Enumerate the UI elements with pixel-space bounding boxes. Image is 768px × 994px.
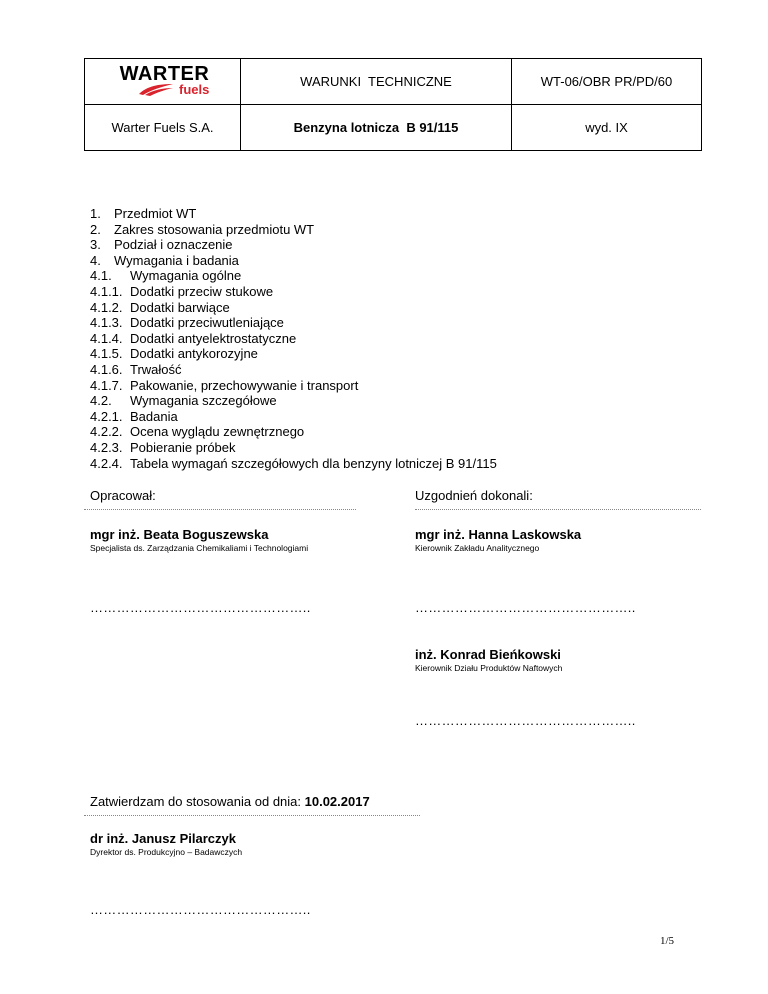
toc-item-label: Badania <box>130 408 178 424</box>
logo-cell <box>85 59 241 105</box>
agreer2-name: inż. Konrad Bieńkowski <box>415 647 561 662</box>
toc-item-number: 4. <box>90 252 101 268</box>
agreer2-role: Kierownik Działu Produktów Naftowych <box>415 663 563 673</box>
warter-fuels-logo <box>116 64 210 96</box>
toc-item-number: 4.1.7. <box>90 377 123 393</box>
toc-item <box>90 378 497 394</box>
toc-item <box>90 440 497 456</box>
header-table <box>84 58 702 151</box>
toc-item-label: Ocena wyglądu zewnętrznego <box>130 424 305 440</box>
doc-type-cell: WARUNKI TECHNICZNE <box>241 59 512 105</box>
toc-item <box>90 206 497 222</box>
agreer1-name: mgr inż. Hanna Laskowska <box>415 527 582 542</box>
toc-item-label: Pakowanie, przechowywanie i transport <box>130 377 359 393</box>
toc-item-label: Trwałość <box>130 361 182 377</box>
toc-item-number: 4.1.2. <box>90 299 123 315</box>
toc-item-number: 4.2.2. <box>90 424 123 440</box>
toc-item-number: 1. <box>90 206 101 221</box>
toc-item-number: 4.2. <box>90 393 112 409</box>
agreer1-role: Kierownik Zakładu Analitycznego <box>415 543 540 553</box>
toc-item-label: Zakres stosowania przedmiotu WT <box>114 221 315 237</box>
preparer-name: mgr inż. Beata Boguszewska <box>90 527 269 542</box>
agreer2-signature-line: ………………………………………….. <box>415 713 636 728</box>
preparer-signature-line: ………………………………………….. <box>90 600 311 615</box>
company-cell: Warter Fuels S.A. <box>85 105 241 151</box>
page-number: 1/5 <box>660 935 675 947</box>
toc-item-label: Dodatki antyelektrostatyczne <box>130 330 297 346</box>
toc-item <box>90 222 497 238</box>
toc-item-label: Dodatki przeciw stukowe <box>130 283 274 299</box>
toc-item <box>90 456 497 472</box>
toc-item-number: 4.1.6. <box>90 361 123 377</box>
prepared-label: Opracował: <box>90 488 156 503</box>
toc-item-number: 4.1.1. <box>90 283 123 299</box>
toc-item-label: Pobieranie próbek <box>130 439 236 455</box>
approver-name: dr inż. Janusz Pilarczyk <box>90 831 236 846</box>
approver-role: Dyrektor ds. Produkcyjno – Badawczych <box>90 847 243 857</box>
toc-item <box>90 393 497 409</box>
toc-item-label: Wymagania szczegółowe <box>130 393 277 409</box>
toc-item-label: Dodatki barwiące <box>130 299 230 315</box>
preparer-role: Specjalista ds. Zarządzania Chemikaliami i Technologiami <box>90 543 309 553</box>
flame-swoosh-icon <box>137 82 175 96</box>
approval-statement <box>90 794 370 809</box>
product-cell: Benzyna lotnicza B 91/115 <box>241 105 512 151</box>
prepared-divider <box>84 509 356 510</box>
toc-item <box>90 284 497 300</box>
toc-item-label: Podział i oznaczenie <box>114 237 233 253</box>
toc-item-number: 4.2.4. <box>90 455 123 471</box>
approval-date: 10.02.2017 <box>304 794 370 809</box>
approver-signature-line: ………………………………………….. <box>90 902 311 917</box>
toc-item-number: 4.2.3. <box>90 439 123 455</box>
toc-item-label: Dodatki przeciwutleniające <box>130 315 284 331</box>
toc-item-number: 3. <box>90 237 101 253</box>
toc-item-label: Wymagania i badania <box>114 252 239 268</box>
toc-item-number: 4.1.3. <box>90 315 123 331</box>
toc-item <box>90 346 497 362</box>
toc-item-label: Tabela wymagań szczegółowych dla benzyny lotniczej B 91/115 <box>130 455 497 471</box>
agreed-divider <box>415 509 701 510</box>
toc-item-number: 4.1.5. <box>90 346 123 362</box>
toc-item <box>90 362 497 378</box>
toc-item <box>90 300 497 316</box>
toc-item <box>90 253 497 269</box>
toc-item-number: 4.1.4. <box>90 330 123 346</box>
toc-item <box>90 331 497 347</box>
toc-item-label: Dodatki antykorozyjne <box>130 346 258 362</box>
toc-item <box>90 237 497 253</box>
toc-item <box>90 268 497 284</box>
table-of-contents <box>90 206 497 471</box>
toc-item-number: 4.1. <box>90 268 112 284</box>
agreer1-signature-line: ………………………………………….. <box>415 600 636 615</box>
toc-item <box>90 409 497 425</box>
toc-item-label: Przedmiot WT <box>114 206 197 221</box>
toc-item-label: Wymagania ogólne <box>130 268 242 284</box>
agreed-label: Uzgodnień dokonali: <box>415 488 533 503</box>
edition-cell: wyd. IX <box>512 105 702 151</box>
approval-label: Zatwierdzam do stosowania od dnia: <box>90 794 305 809</box>
toc-item <box>90 424 497 440</box>
doc-code-cell: WT-06/OBR PR/PD/60 <box>512 59 702 105</box>
approval-divider <box>84 815 420 816</box>
logo-text: WARTER <box>119 63 210 85</box>
toc-item-number: 4.2.1. <box>90 408 123 424</box>
toc-item <box>90 315 497 331</box>
toc-item-number: 2. <box>90 221 101 237</box>
logo-subtext: fuels <box>178 81 210 97</box>
